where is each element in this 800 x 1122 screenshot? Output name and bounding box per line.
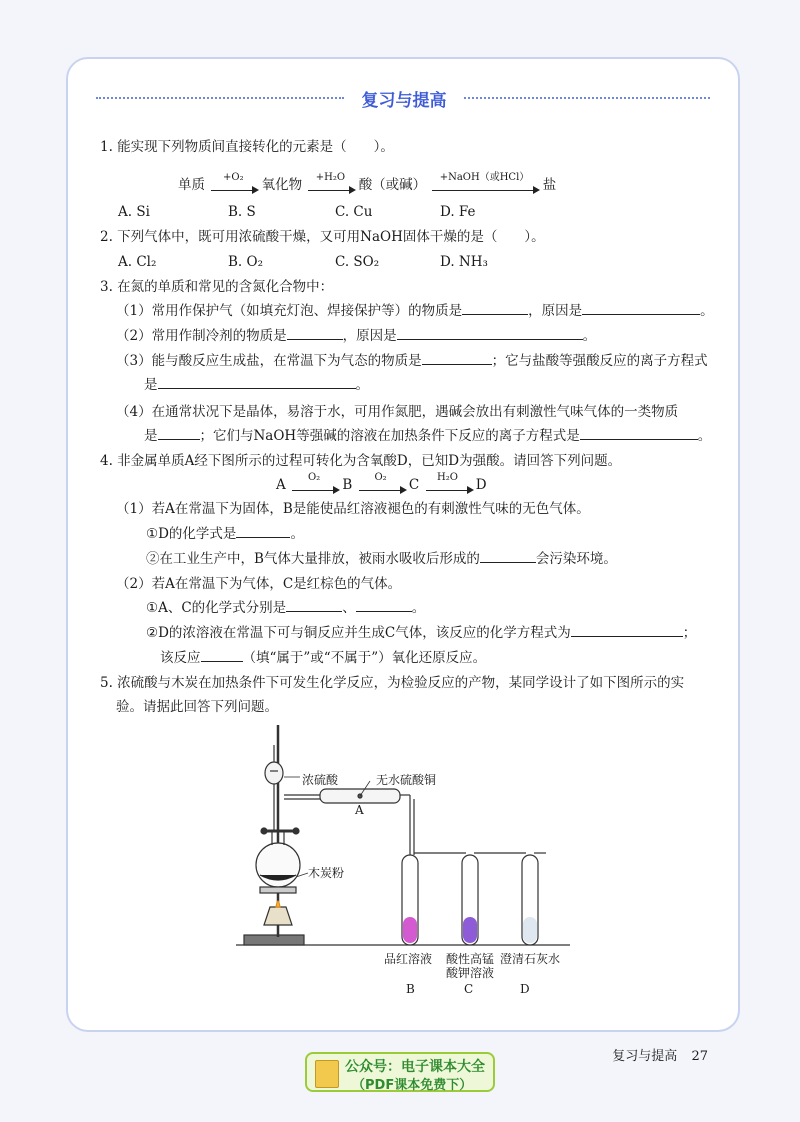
q1-stem: 1. 能实现下列物质间直接转化的元素是（ ）。 [100, 139, 394, 155]
q4-chain: A O₂ B O₂ C H₂O D [276, 471, 487, 493]
watermark-badge [305, 1052, 495, 1092]
q2-option-c: C. SO₂ [335, 254, 380, 270]
section-header [96, 88, 710, 111]
q3-part3: （3）能与酸反应生成盐，在常温下为气态的物质是 ；它与盐酸等强酸反应的离子方程式 [116, 353, 708, 369]
answer-blank[interactable] [580, 427, 698, 440]
chain-salt: 盐 [542, 177, 557, 193]
q1-option-c: C. Cu [335, 204, 373, 220]
answer-blank[interactable] [158, 376, 356, 389]
answer-blank[interactable] [422, 352, 492, 365]
letter-c: C [464, 982, 474, 996]
q1-option-a: A. Si [118, 204, 150, 220]
chain-simple: 单质 [178, 177, 205, 193]
header-dots-right [464, 97, 710, 99]
q3-part4: （4）在通常状况下是晶体，易溶于水，可用作氮肥，遇碱会放出有刺激性气味气体的一类物质 [116, 404, 679, 420]
q4-sub2: （2）若A在常温下为气体，C是红棕色的气体。 [116, 576, 402, 592]
page-number: 27 [691, 1049, 708, 1064]
chain-arrow-1: +O₂ [211, 181, 255, 191]
letter-d: D [520, 982, 530, 996]
solution-b [403, 917, 417, 943]
label-tube-c-2: 酸钾溶液 [446, 966, 495, 980]
q4-sub1: （1）若A在常温下为固体，B是能使品红溶液褪色的有刺激性气味的无色气体。 [116, 501, 590, 517]
answer-blank[interactable] [236, 525, 290, 538]
q4-arrow-3: H₂O [426, 481, 470, 491]
footer-section: 复习与提高 [612, 1049, 678, 1064]
q3-part4-cont: 是 ；它们与NaOH等强碱的溶液在加热条件下反应的离子方程式是 。 [144, 428, 712, 444]
badge-line-2: （PDF课本免费下） [352, 1078, 473, 1093]
answer-blank[interactable] [356, 599, 412, 612]
q4-stem: 4. 非金属单质A经下图所示的过程可转化为含氧酸D，已知D为强酸。请回答下列问题。 [100, 453, 622, 469]
label-tube-c-1: 酸性高锰 [446, 952, 495, 966]
chain-oxide: 氧化物 [261, 177, 303, 193]
answer-blank[interactable] [480, 550, 536, 563]
solution-c [463, 917, 477, 943]
chain-arrow-2: +H₂O [308, 181, 352, 191]
chain-arrow-3: +NaOH（或HCl） [432, 181, 536, 191]
answer-blank[interactable] [397, 327, 583, 340]
answer-blank[interactable] [582, 302, 700, 315]
q4-sub2a: ①A、C的化学式分别是 、 。 [146, 600, 426, 616]
answer-blank[interactable] [201, 649, 243, 662]
q5-stem-1: 5. 浓硫酸与木炭在加热条件下可发生化学反应，为检验反应的产物，某同学设计了如下图所示的实 [100, 675, 685, 691]
q2-option-a: A. Cl₂ [118, 254, 157, 270]
q4-sub2c: 该反应 （填“属于”或“不属于”）氧化还原反应。 [160, 650, 487, 666]
answer-blank[interactable] [571, 624, 683, 637]
page-footer [612, 1045, 708, 1064]
q1-option-d: D. Fe [440, 204, 476, 220]
badge-line-1: 公众号：电子课本大全 [345, 1059, 485, 1075]
q3-stem: 3. 在氮的单质和常见的含氮化合物中： [100, 279, 334, 295]
book-icon [315, 1060, 339, 1088]
label-tube-a: A [355, 803, 364, 817]
q3-part2: （2）常用作制冷剂的物质是 ，原因是 。 [116, 328, 597, 344]
letter-b: B [406, 982, 415, 996]
answer-blank[interactable] [158, 427, 200, 440]
q1-option-b: B. S [228, 204, 256, 220]
header-dots-left [96, 97, 344, 99]
q3-part1: （1）常用作保护气（如填充灯泡、焊接保护等）的物质是 ，原因是 。 [116, 303, 714, 319]
label-charcoal: 木炭粉 [308, 866, 345, 880]
q2-option-b: B. O₂ [228, 254, 263, 270]
q4-arrow-1: O₂ [292, 481, 336, 491]
label-anhydrous-cuso4: 无水硫酸铜 [376, 773, 437, 787]
q4-sub2b: ②D的浓溶液在常温下可与铜反应并生成C气体，该反应的化学方程式为 ； [146, 625, 697, 641]
section-title: 复习与提高 [361, 91, 447, 111]
q2-stem: 2. 下列气体中，既可用浓硫酸干燥，又可用NaOH固体干燥的是（ ）。 [100, 229, 545, 245]
label-tube-d: 澄清石灰水 [500, 952, 561, 966]
solution-d [523, 917, 537, 943]
chain-acid: 酸（或碱） [358, 177, 427, 193]
answer-blank[interactable] [287, 327, 343, 340]
q4-sub1a: ①D的化学式是 。 [146, 526, 304, 542]
q4-arrow-2: O₂ [359, 481, 403, 491]
q4-sub1b: ②在工业生产中，B气体大量排放，被雨水吸收后形成的 会污染环境。 [146, 551, 617, 567]
q3-part3-cont: 是 。 [144, 377, 369, 393]
label-conc-acid: 浓硫酸 [302, 773, 339, 787]
q2-option-d: D. NH₃ [440, 254, 488, 270]
label-tube-b: 品红溶液 [384, 952, 433, 966]
answer-blank[interactable] [462, 302, 528, 315]
q5-stem-2: 验。请据此回答下列问题。 [116, 699, 278, 715]
q1-chain [178, 171, 557, 194]
apparatus-diagram [230, 725, 580, 985]
answer-blank[interactable] [286, 599, 342, 612]
